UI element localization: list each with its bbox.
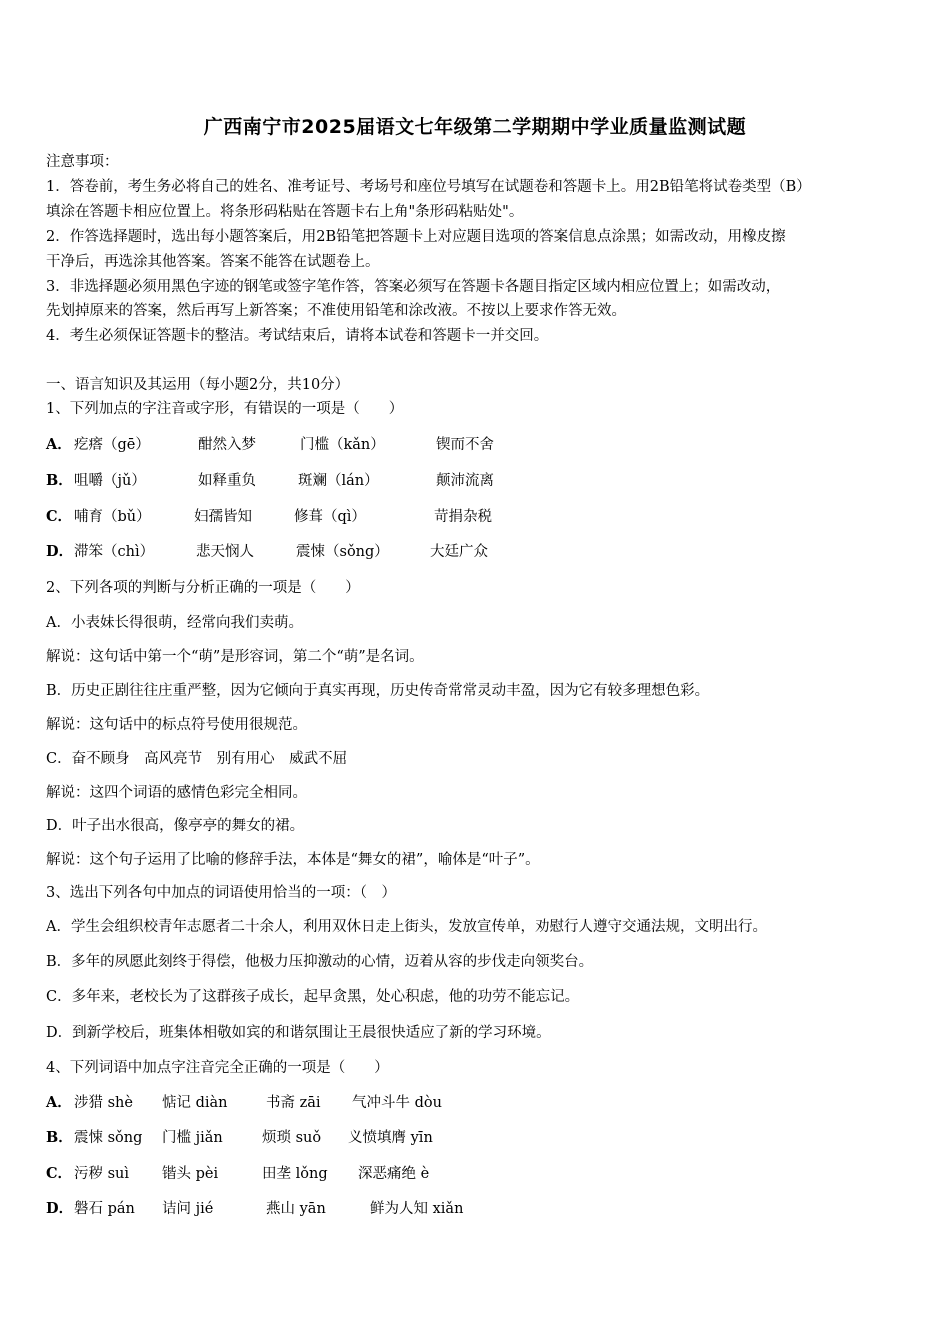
option-item: 燕山 yān — [266, 1201, 326, 1217]
exam-title: 广西南宁市2025届语文七年级第二学期期中学业质量监测试题 — [203, 116, 747, 138]
option-item: 疙瘩（gē） — [74, 437, 150, 453]
option-item: 惦记 diàn — [162, 1095, 228, 1111]
option-item: 滞笨（chì） — [74, 544, 155, 560]
notice-line: 1．答卷前，考生务必将自己的姓名、准考证号、考场号和座位号填写在试题卷和答题卡上。用2B铅笔将试卷类型（B） — [46, 179, 811, 195]
option-item: 苛捐杂税 — [434, 509, 492, 525]
explanation-text: 解说：这句话中的标点符号使用很规范。 — [46, 717, 307, 733]
option-item: 妇孺皆知 — [194, 509, 252, 525]
option-label: C． — [46, 1165, 73, 1182]
option-item: 书斋 zāi — [266, 1095, 321, 1111]
question-stem: 2、下列各项的判断与分析正确的一项是（ ） — [46, 580, 360, 596]
option-item: 涉猎 shè — [74, 1095, 133, 1111]
option-item: 深恶痛绝 è — [358, 1166, 430, 1182]
option-item: 大廷广众 — [430, 544, 488, 560]
option-label: B． — [46, 472, 73, 489]
question-stem: 1、下列加点的字注音或字形，有错误的一项是（ ） — [46, 401, 404, 417]
option-item: 气冲斗牛 dòu — [352, 1095, 442, 1111]
option-text: C．奋不顾身 高风亮节 别有用心 威武不屈 — [46, 751, 348, 767]
option-item: 诘问 jié — [162, 1201, 214, 1217]
option-item: 咀嚼（jǔ） — [74, 473, 146, 489]
option-item: 震悚 sǒng — [74, 1130, 143, 1146]
option-label: D． — [46, 543, 74, 560]
option-label: A． — [46, 1094, 72, 1111]
question-stem: 3、选出下列各句中加点的词语使用恰当的一项：（ ） — [46, 885, 396, 901]
option-text: D．叶子出水很高，像亭亭的舞女的裙。 — [46, 818, 305, 834]
notice-line: 3．非选择题必须用黑色字迹的钢笔或签字笔作答，答案必须写在答题卡各题目指定区域内相应位置上；如需改动， — [46, 279, 781, 295]
option-item: 锲而不舍 — [436, 437, 494, 453]
option-label: C． — [46, 508, 73, 525]
explanation-text: 解说：这个句子运用了比喻的修辞手法，本体是“舞女的裙”，喻体是“叶子”。 — [46, 852, 540, 868]
option-text: D．到新学校后，班集体相敬如宾的和谐氛围让王晨很快适应了新的学习环境。 — [46, 1025, 551, 1041]
option-item: 田垄 lǒng — [262, 1166, 328, 1182]
notice-line: 先划掉原来的答案，然后再写上新答案；不准使用铅笔和涂改液。不按以上要求作答无效。 — [46, 303, 626, 319]
option-item: 门槛 jiǎn — [162, 1130, 223, 1146]
notice-line: 4．考生必须保证答题卡的整洁。考试结束后，请将本试卷和答题卡一并交回。 — [46, 328, 549, 344]
option-item: 哺育（bǔ） — [74, 509, 151, 525]
option-item: 门槛（kǎn） — [300, 437, 385, 453]
notice-line: 2．作答选择题时，选出每小题答案后，用2B铅笔把答题卡上对应题目选项的答案信息点涂黑；如需改动，用橡皮擦 — [46, 229, 786, 245]
option-item: 修葺（qì） — [294, 509, 366, 525]
explanation-text: 解说：这句话中第一个“萌”是形容词，第二个“萌”是名词。 — [46, 649, 424, 665]
option-text: B．历史正剧往往庄重严整，因为它倾向于真实再现，历史传奇常常灵动丰盈，因为它有较多理想色彩。 — [46, 683, 710, 699]
option-label: A． — [46, 436, 72, 453]
option-item: 颠沛流离 — [436, 473, 494, 489]
option-item: 斑斓（lán） — [298, 473, 379, 489]
option-item: 污秽 suì — [74, 1166, 130, 1182]
option-item: 酣然入梦 — [198, 437, 256, 453]
section-heading: 一、语言知识及其运用（每小题2分，共10分） — [46, 377, 350, 393]
option-item: 鲜为人知 xiǎn — [370, 1201, 464, 1217]
explanation-text: 解说：这四个词语的感情色彩完全相同。 — [46, 785, 307, 801]
option-item: 烦琐 suǒ — [262, 1130, 322, 1146]
option-text: B．多年的夙愿此刻终于得偿，他极力压抑激动的心情，迈着从容的步伐走向领奖台。 — [46, 954, 594, 970]
option-item: 磐石 pán — [74, 1201, 135, 1217]
option-label: D． — [46, 1200, 74, 1217]
notice-line: 干净后，再选涂其他答案。答案不能答在试题卷上。 — [46, 254, 380, 270]
notice-heading: 注意事项： — [46, 154, 119, 170]
option-item: 锴头 pèi — [162, 1166, 219, 1182]
option-text: C．多年来，老校长为了这群孩子成长，起早贪黑，处心积虑，他的功劳不能忘记。 — [46, 989, 580, 1005]
notice-line: 填涂在答题卡相应位置上。将条形码粘贴在答题卡右上角"条形码粘贴处"。 — [46, 204, 524, 220]
option-item: 如释重负 — [198, 473, 256, 489]
option-item: 义愤填膺 yīn — [348, 1130, 433, 1146]
option-item: 震悚（sǒng） — [296, 544, 389, 560]
option-text: A．学生会组织校青年志愿者二十余人，利用双休日走上街头，发放宣传单，劝慰行人遵守交通法规，文明出行。 — [46, 919, 767, 935]
option-label: B． — [46, 1129, 73, 1146]
option-item: 悲天悯人 — [196, 544, 254, 560]
question-stem: 4、下列词语中加点字注音完全正确的一项是（ ） — [46, 1060, 389, 1076]
option-text: A．小表妹长得很萌，经常向我们卖萌。 — [46, 615, 303, 631]
